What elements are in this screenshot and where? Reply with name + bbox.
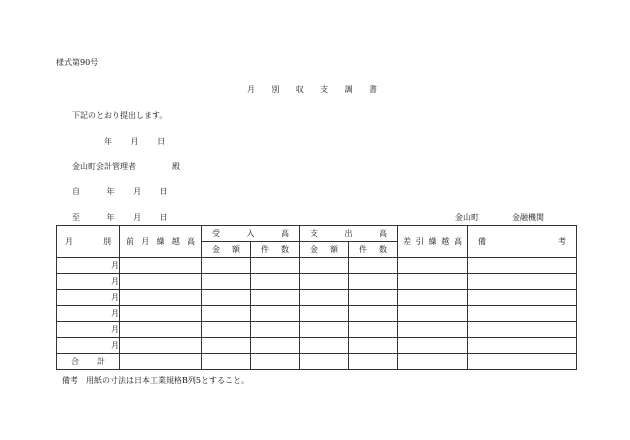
table-row <box>57 274 577 290</box>
date-month-label: 月 <box>130 137 139 146</box>
cell <box>120 338 202 354</box>
town-name: 金山町 <box>455 213 479 222</box>
cell <box>398 290 468 306</box>
cell <box>398 306 468 322</box>
header-remarks: 備 考 <box>468 226 577 258</box>
cell <box>300 322 349 338</box>
title-char: 別 <box>271 85 280 94</box>
cell <box>468 290 577 306</box>
header-previous-balance: 前 月 繰 越 高 <box>120 226 202 258</box>
date-year-label: 年 <box>104 137 112 146</box>
cell <box>349 354 398 370</box>
submission-date <box>104 137 165 147</box>
cell <box>398 274 468 290</box>
period-from <box>72 187 168 197</box>
cell <box>202 354 251 370</box>
addressee: 金山町会計管理者 <box>72 162 136 171</box>
month-label: 月 <box>57 306 120 322</box>
to-year-label: 年 <box>106 213 115 222</box>
to-day-label: 日 <box>159 213 168 222</box>
honorific: 殿 <box>172 162 180 171</box>
cell <box>349 258 398 274</box>
title-char: 支 <box>320 85 329 94</box>
cell <box>120 274 202 290</box>
total-label: 合 計 <box>57 354 120 370</box>
title-char: 調 <box>344 85 353 94</box>
total-row <box>57 354 577 370</box>
cell <box>202 290 251 306</box>
table-row <box>57 322 577 338</box>
cell <box>398 322 468 338</box>
cell <box>349 306 398 322</box>
cell <box>300 258 349 274</box>
document-title <box>247 85 377 95</box>
table-row <box>57 258 577 274</box>
cell <box>349 338 398 354</box>
footnote: 備考 用紙の寸法は日本工業規格B列5とすること。 <box>62 376 249 385</box>
cell <box>251 274 300 290</box>
title-char: 月 <box>247 85 255 94</box>
cell <box>120 322 202 338</box>
cell <box>251 338 300 354</box>
to-month-label: 月 <box>133 213 142 222</box>
month-label: 月 <box>57 290 120 306</box>
header-month: 月 別 <box>57 226 120 258</box>
cell <box>251 258 300 274</box>
from-year-label: 年 <box>106 187 115 196</box>
cell <box>251 290 300 306</box>
cell <box>202 258 251 274</box>
cell <box>202 322 251 338</box>
cell <box>349 290 398 306</box>
from-month-label: 月 <box>133 187 142 196</box>
cell <box>398 258 468 274</box>
intro-text: 下記のとおり提出します。 <box>72 111 168 120</box>
cell <box>468 322 577 338</box>
cell <box>120 354 202 370</box>
cell <box>349 274 398 290</box>
cell <box>120 290 202 306</box>
table-row <box>57 290 577 306</box>
title-char: 書 <box>368 85 377 94</box>
cell <box>202 274 251 290</box>
cell <box>468 338 577 354</box>
title-char: 収 <box>295 85 304 94</box>
date-day-label: 日 <box>157 137 166 146</box>
subheader-payments-count: 件 数 <box>349 242 398 258</box>
to-label: 至 <box>72 213 80 222</box>
subheader-receipts-count: 件 数 <box>251 242 300 258</box>
cell <box>468 258 577 274</box>
monthly-balance-table <box>56 225 577 370</box>
table-row <box>57 306 577 322</box>
subheader-payments-amount: 金 額 <box>300 242 349 258</box>
cell <box>300 274 349 290</box>
cell <box>251 354 300 370</box>
cell <box>251 306 300 322</box>
period-to <box>72 213 168 223</box>
cell <box>398 338 468 354</box>
bank-label: 金融機関 <box>512 213 544 222</box>
form-number: 様式第90号 <box>56 58 99 67</box>
cell <box>120 306 202 322</box>
cell <box>251 322 300 338</box>
cell <box>349 322 398 338</box>
cell <box>202 338 251 354</box>
cell <box>202 306 251 322</box>
cell <box>300 306 349 322</box>
month-label: 月 <box>57 274 120 290</box>
table-row <box>57 338 577 354</box>
cell <box>120 258 202 274</box>
cell <box>468 274 577 290</box>
from-day-label: 日 <box>159 187 168 196</box>
from-label: 自 <box>72 187 80 196</box>
header-payments: 支 出 高 <box>300 226 398 242</box>
header-balance-carried: 差 引 繰 越 高 <box>398 226 468 258</box>
cell <box>398 354 468 370</box>
cell <box>300 338 349 354</box>
month-label: 月 <box>57 338 120 354</box>
subheader-receipts-amount: 金 額 <box>202 242 251 258</box>
cell <box>468 306 577 322</box>
cell <box>468 354 577 370</box>
cell <box>300 290 349 306</box>
month-label: 月 <box>57 258 120 274</box>
cell <box>300 354 349 370</box>
header-receipts: 受 入 高 <box>202 226 300 242</box>
month-label: 月 <box>57 322 120 338</box>
